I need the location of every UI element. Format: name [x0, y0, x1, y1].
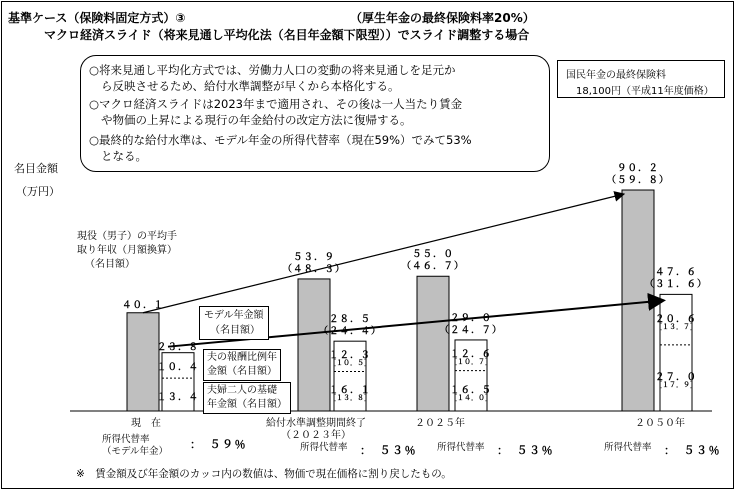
basic-pension-label: ２７．０: [654, 371, 698, 383]
earnings-related-real-label: ［１３．７］: [655, 322, 697, 331]
wage-callout: [77, 230, 177, 272]
wage-value-label: ５３．９: [292, 251, 336, 263]
wage-callout-line: 取り年収（月額換算）: [77, 245, 177, 256]
wage-real-value-label: （５９．８）: [606, 175, 670, 186]
pension-total-real-label: （３１．６）: [644, 279, 708, 291]
replacement-rate-value: ： ５３％: [360, 444, 417, 457]
note-line: や物価の上昇による現行の年金給付の改定方法に復帰する。: [101, 113, 412, 127]
note-line: となる。: [101, 149, 147, 163]
reference-line: 国民年金の最終保険料: [566, 70, 666, 81]
wage-bar: [298, 279, 330, 411]
basic-pension-label: １６．５: [449, 384, 493, 396]
earnings-related-real-label: ［１０．５］: [329, 359, 371, 368]
basic-pension-label: １３．４: [156, 391, 200, 403]
chart-subtitle: マクロ経済スライド（将来見通し平均化法（名目年金額下限型））でスライド調整する場合: [44, 28, 530, 42]
wage-real-value-label: （４８．３）: [282, 263, 346, 275]
note-line: ら反映させるため、給付水準調整が早くから本格化する。: [101, 79, 400, 93]
basic-callout-line: 年金額（名目額）: [207, 399, 287, 410]
wage-bar: [417, 276, 449, 411]
wage-value-label: ９０．２: [616, 163, 660, 174]
pension-total-label: ２９．０: [449, 312, 493, 324]
wage-value-label: ５５．０: [411, 249, 455, 261]
model-callout-line: モデル年金額: [204, 310, 264, 321]
earnings-related-real-label: ［１０．７］: [450, 358, 492, 367]
basic-pension-label: １６．１: [328, 385, 372, 397]
replacement-rate-label-line: （モデル年金）: [102, 446, 169, 457]
replacement-rate-value: ： ５３％: [664, 444, 721, 457]
pension-total-label: ２３．８: [156, 341, 200, 353]
chart-title: 基準ケース（保険料固定方式）③: [8, 11, 186, 25]
earnings-related-label: １２．６: [449, 349, 493, 361]
pension-total-label: ２８．５: [328, 314, 372, 326]
wage-value-label: ４０．１: [121, 299, 165, 311]
basic-callout-line: 夫婦二人の基礎: [207, 385, 277, 396]
replacement-rate-label: 所得代替率: [604, 442, 652, 453]
x-tick-label: ２０５０年: [635, 418, 685, 429]
note-line: ○最終的な給付水準は、モデル年金の所得代替率（現在59%）でみて53%: [89, 133, 472, 147]
chart-title-note: （厚生年金の最終保険料率20%）: [350, 11, 535, 25]
wage-real-value-label: （４６．７）: [401, 261, 465, 273]
model-callout-line: （名目額）: [210, 325, 260, 336]
y-axis-unit: （万円）: [16, 185, 60, 198]
earnings-related-label: ２０．６: [654, 313, 698, 325]
basic-pension-real-label: ［１３．８］: [329, 394, 371, 403]
footnote: ※ 賃金額及び年金額のカッコ内の数値は、物価で現在価格に割り戻したもの。: [76, 468, 452, 480]
x-tick-sublabel: （２０２３年）: [281, 430, 351, 441]
earnings-callout-line: 夫の報酬比例年: [207, 352, 277, 363]
earnings-related-label: １０．４: [156, 362, 200, 374]
note-line: ○マクロ経済スライドは2023年まで適用され、その後は一人当たり賃金: [89, 97, 463, 111]
reference-line: 18,100円（平成11年度価格）: [576, 86, 714, 97]
wage-callout-line: 現役（男子）の平均手: [77, 231, 177, 242]
x-tick-label: 現 在: [131, 418, 161, 429]
wage-callout-line: （名目額）: [85, 259, 135, 270]
pension-total-label: ４７．６: [654, 267, 698, 279]
replacement-rate-label-line: 所得代替率: [102, 434, 150, 445]
earnings-related-callout: [203, 349, 281, 381]
wage-trend-arrow: [143, 194, 624, 313]
wage-bar: [622, 190, 654, 411]
basic-pension-real-label: ［１７．９］: [655, 380, 697, 389]
note-line: ○将来見通し平均化方式では、労働力人口の変動の将来見通しを足元か: [89, 63, 456, 77]
replacement-rate-label: 所得代替率: [437, 442, 485, 453]
basic-pension-real-label: ［１４．０］: [450, 393, 492, 402]
x-tick-label: 給付水準調整期間終了: [266, 418, 366, 429]
x-tick-label: ２０２５年: [415, 418, 465, 429]
pension-total-real-label: （２４．４）: [318, 326, 382, 338]
wage-bar: [127, 313, 159, 411]
earnings-callout-line: 金額（名目額）: [207, 366, 277, 377]
earnings-related-label: １２．３: [328, 350, 372, 362]
model-pension-callout: [199, 306, 269, 340]
y-axis-label: 名目金額: [14, 162, 58, 175]
basic-pension-callout: [203, 382, 291, 414]
replacement-rate-label: [102, 434, 168, 458]
replacement-rate-label: 所得代替率: [300, 442, 348, 453]
replacement-rate-value: ： ５９％: [190, 438, 247, 451]
replacement-rate-value: ： ５３％: [497, 444, 554, 457]
pension-total-real-label: （２４．７）: [439, 324, 503, 336]
